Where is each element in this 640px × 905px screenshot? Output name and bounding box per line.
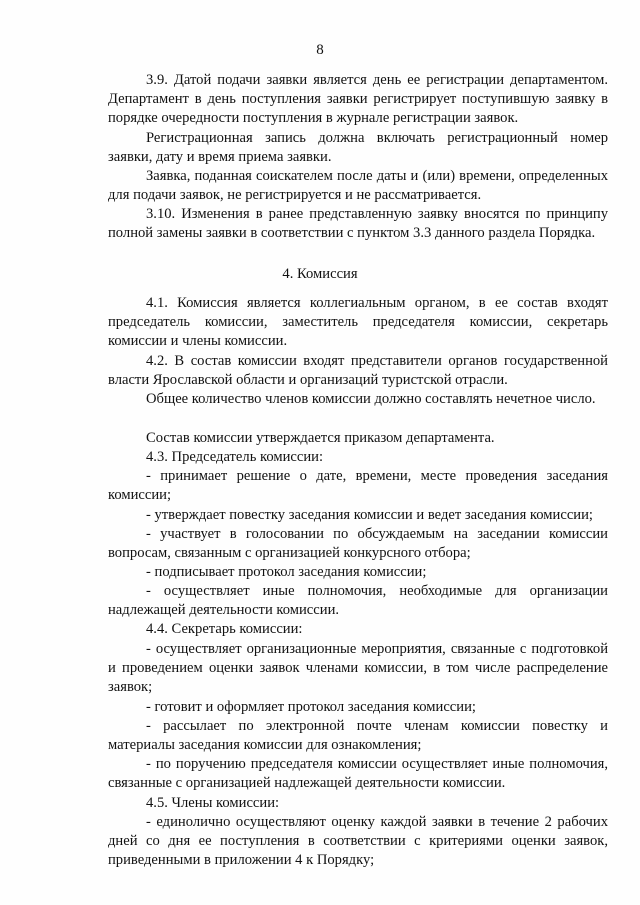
list-item-chairman-other: - осуществляет иные полномочия, необходимые для организации надлежащей деятельности комиссии.: [108, 583, 608, 619]
list-item-secretary-protocol: - готовит и оформляет протокол заседания комиссии;: [146, 699, 476, 715]
list-item-secretary-mails: - рассылает по электронной почте членам комиссии повестку и материалы заседания комиссии для ознакомления;: [108, 718, 608, 754]
list-item-chairman-decides: - принимает решение о дате, времени, месте проведения заседания комиссии;: [108, 468, 608, 504]
paragraph-4-3-heading: 4.3. Председатель комиссии:: [146, 449, 324, 465]
paragraph-composition: Состав комиссии утверждается приказом департамента.: [146, 430, 495, 446]
page-number: 8: [316, 42, 324, 58]
list-item-secretary-other: - по поручению председателя комиссии осуществляет иные полномочия, связанные с организацией надлежащей деятельности комиссии.: [108, 756, 608, 792]
paragraph-3-9: 3.9. Датой подачи заявки является день ее регистрации департаментом. Департамент в день поступления заявки регистрирует поступившую заявку в порядке очередности поступления в журнале регистрации заявок.: [108, 72, 608, 127]
list-item-chairman-votes: - участвует в голосовании по обсуждаемым на заседании комиссии вопросам, связанным с организацией конкурсного отбора;: [108, 526, 608, 562]
paragraph-member-count: Общее количество членов комиссии должно составлять нечетное число.: [146, 391, 596, 407]
paragraph-3-10: 3.10. Изменения в ранее представленную заявку вносятся по принципу полной замены заявки в соответствии с пунктом 3.3 данного раздела Порядка.: [108, 206, 608, 242]
list-item-secretary-organizes: - осуществляет организационные мероприятия, связанные с подготовкой и проведением оценки заявок членами комиссии, в том числе распределение заявок;: [108, 641, 608, 696]
paragraph-late-application: Заявка, поданная соискателем после даты и (или) времени, определенных для подачи заявок, не регистрируется и не рассматривается.: [108, 168, 608, 204]
list-item-chairman-agenda: - утверждает повестку заседания комиссии и ведет заседания комиссии;: [146, 507, 593, 523]
paragraph-4-4-heading: 4.4. Секретарь комиссии:: [146, 621, 303, 637]
paragraph-4-1: 4.1. Комиссия является коллегиальным органом, в ее состав входят председатель комиссии, заместитель председателя комиссии, секретарь комиссии и члены комиссии.: [108, 295, 608, 350]
list-item-members-evaluate: - единолично осуществляют оценку каждой заявки в течение 2 рабочих дней со дня ее поступления в соответствии с критериями оценки заявок, приведенными в приложении 4 к Порядку;: [108, 814, 608, 869]
paragraph-registration-record: Регистрационная запись должна включать регистрационный номер заявки, дату и время приема заявки.: [108, 130, 608, 166]
paragraph-4-2: 4.2. В состав комиссии входят представители органов государственной власти Ярославской области и организаций туристской отрасли.: [108, 353, 608, 389]
section-heading: 4. Комиссия: [282, 266, 358, 282]
paragraph-4-5-heading: 4.5. Члены комиссии:: [146, 795, 280, 811]
list-item-chairman-signs: - подписывает протокол заседания комиссии;: [146, 564, 427, 580]
